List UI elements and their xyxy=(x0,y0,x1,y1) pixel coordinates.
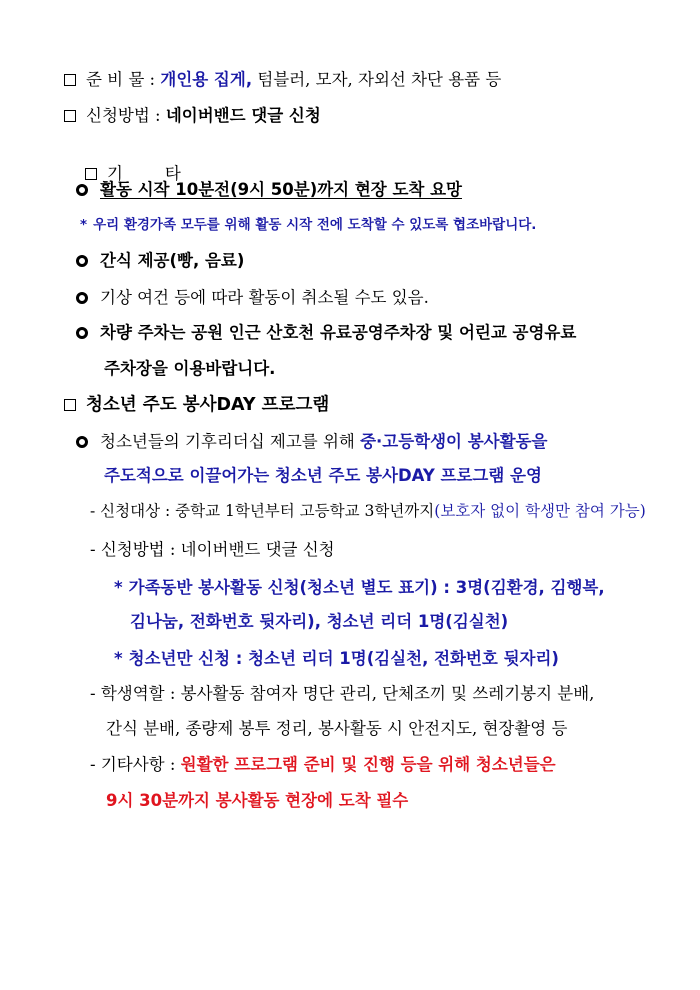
prep-highlight: 개인용 집게, xyxy=(160,70,253,89)
note-parking xyxy=(76,323,576,344)
youth-intro-cont xyxy=(104,466,542,487)
youth-only xyxy=(114,649,559,670)
circle-bullet-icon xyxy=(76,436,88,448)
circle-bullet-icon xyxy=(76,292,88,304)
circle-bullet-icon xyxy=(76,184,88,196)
youth-family xyxy=(114,578,605,599)
checkbox-square-icon xyxy=(64,399,76,411)
note-snack xyxy=(76,251,244,272)
item-apply-method xyxy=(64,106,321,127)
role-text-2: 간식 분배, 종량제 봉투 정리, 봉사활동 시 안전지도, 현장촬영 등 xyxy=(106,719,568,738)
arrival-note-text: 우리 환경가족 모두를 위해 활동 시작 전에 도착할 수 있도록 협조바랍니다. xyxy=(93,217,537,233)
weather-text: 기상 여건 등에 따라 활동이 취소될 수도 있음. xyxy=(100,288,429,307)
arrival-text: 활동 시작 10분전(9시 50분)까지 현장 도착 요망 xyxy=(100,180,462,199)
target-note: (보호자 없이 학생만 참여 가능) xyxy=(434,502,646,520)
asterisk-mark: * xyxy=(114,649,123,668)
note-arrival xyxy=(76,180,462,201)
prep-rest: 텀블러, 모자, 자외선 차단 용품 등 xyxy=(257,70,502,89)
youth-role xyxy=(90,684,594,705)
other-text-2: 9시 30분까지 봉사활동 현장에 도착 필수 xyxy=(106,791,409,810)
other-text-1: 원활한 프로그램 준비 및 진행 등을 위해 청소년들은 xyxy=(180,755,556,774)
item-preparation xyxy=(64,70,501,91)
prep-label: 준 비 물 : xyxy=(86,70,156,89)
parking-text-2: 주차장을 이용바랍니다. xyxy=(104,359,276,378)
target-label: - 신청대상 : xyxy=(90,502,171,520)
circle-bullet-icon xyxy=(76,255,88,267)
circle-bullet-icon xyxy=(76,327,88,339)
youth-only-text: 청소년만 신청 : 청소년 리더 1명(김실천, 전화번호 뒷자리) xyxy=(128,649,559,668)
asterisk-mark: * xyxy=(80,217,88,233)
target-value: 중학교 1학년부터 고등학교 3학년까지 xyxy=(175,502,435,520)
youth-other-cont xyxy=(106,791,408,812)
youth-intro-2: 주도적으로 이끌어가는 청소년 주도 봉사DAY 프로그램 운영 xyxy=(104,466,542,485)
youth-intro xyxy=(76,432,547,453)
checkbox-square-icon xyxy=(64,110,76,122)
apply-label: 신청방법 : xyxy=(86,106,161,125)
parking-text-1: 차량 주차는 공원 인근 산호천 유료공영주차장 및 어린교 공영유료 xyxy=(100,323,577,342)
family-text-2: 김나눔, 전화번호 뒷자리), 청소년 리더 1명(김실천) xyxy=(130,612,509,631)
asterisk-mark: * xyxy=(114,578,123,597)
method-value: 네이버밴드 댓글 신청 xyxy=(180,540,335,559)
other-label: - 기타사항 : xyxy=(90,755,176,774)
youth-intro-1a: 청소년들의 기후리더십 제고를 위해 xyxy=(100,432,355,451)
snack-text: 간식 제공(빵, 음료) xyxy=(100,251,245,270)
youth-family-cont xyxy=(130,612,508,633)
youth-target xyxy=(90,502,646,521)
section-youth-heading xyxy=(64,395,329,417)
youth-heading-text: 청소년 주도 봉사DAY 프로그램 xyxy=(86,395,330,415)
checkbox-square-icon xyxy=(64,74,76,86)
note-weather xyxy=(76,288,429,309)
family-text-1: 가족동반 봉사활동 신청(청소년 별도 표기) : 3명(김환경, 김행복, xyxy=(128,578,605,597)
youth-role-cont xyxy=(106,719,567,740)
role-text-1: - 학생역할 : 봉사활동 참여자 명단 관리, 단체조끼 및 쓰레기봉지 분배, xyxy=(90,684,595,703)
note-parking-cont xyxy=(104,359,275,380)
apply-value: 네이버밴드 댓글 신청 xyxy=(165,106,321,125)
method-label: - 신청방법 : xyxy=(90,540,176,559)
youth-other xyxy=(90,755,556,776)
note-arrival-detail xyxy=(80,217,536,234)
youth-method xyxy=(90,540,335,561)
checkbox-square-icon xyxy=(85,168,97,180)
etc-label: 기 타 xyxy=(106,163,181,183)
youth-intro-1b: 중·고등학생이 봉사활동을 xyxy=(360,432,548,451)
